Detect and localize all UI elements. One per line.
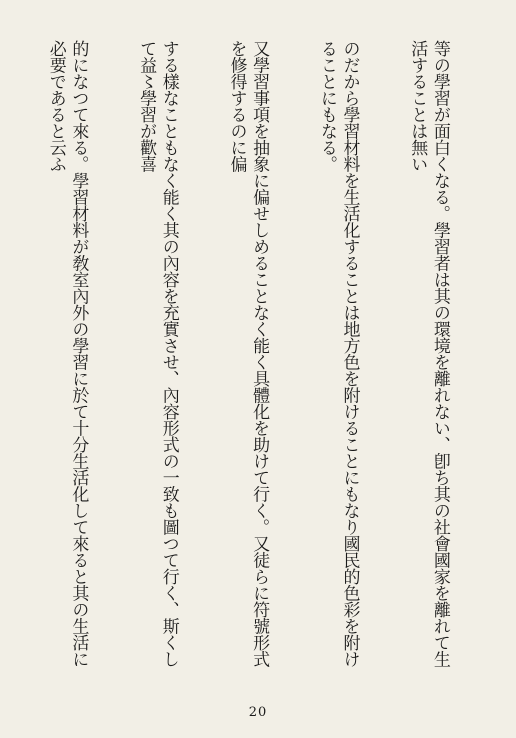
text-column: のだから學習材料を生活化することは地方色を附けることにもなり國民的色彩を附けることにもなる。 [316, 40, 360, 667]
text-column: 的になつて來る。學習材料が敎室內外の學習に於て十分生活化して來ると其の生活に必要であると云ふ [45, 40, 89, 667]
text-column: する樣なこともなく能く其の內容を充實させ、內容形式の一致も圖つて行く、斯くして益〻學習が歡喜 [136, 40, 179, 667]
vertical-text-body [18, 40, 496, 680]
text-column: 又學習事項を抽象に偏せしめることなく能く具體化を助けて行く。又徒らに符號形式を修得するのに偏 [226, 40, 270, 667]
text-column: 等の學習が面白くなる。學習者は其の環境を離れない、卽ち其の社會國家を離れて生活することは無い [407, 40, 450, 667]
page-number: 20 [248, 705, 268, 720]
